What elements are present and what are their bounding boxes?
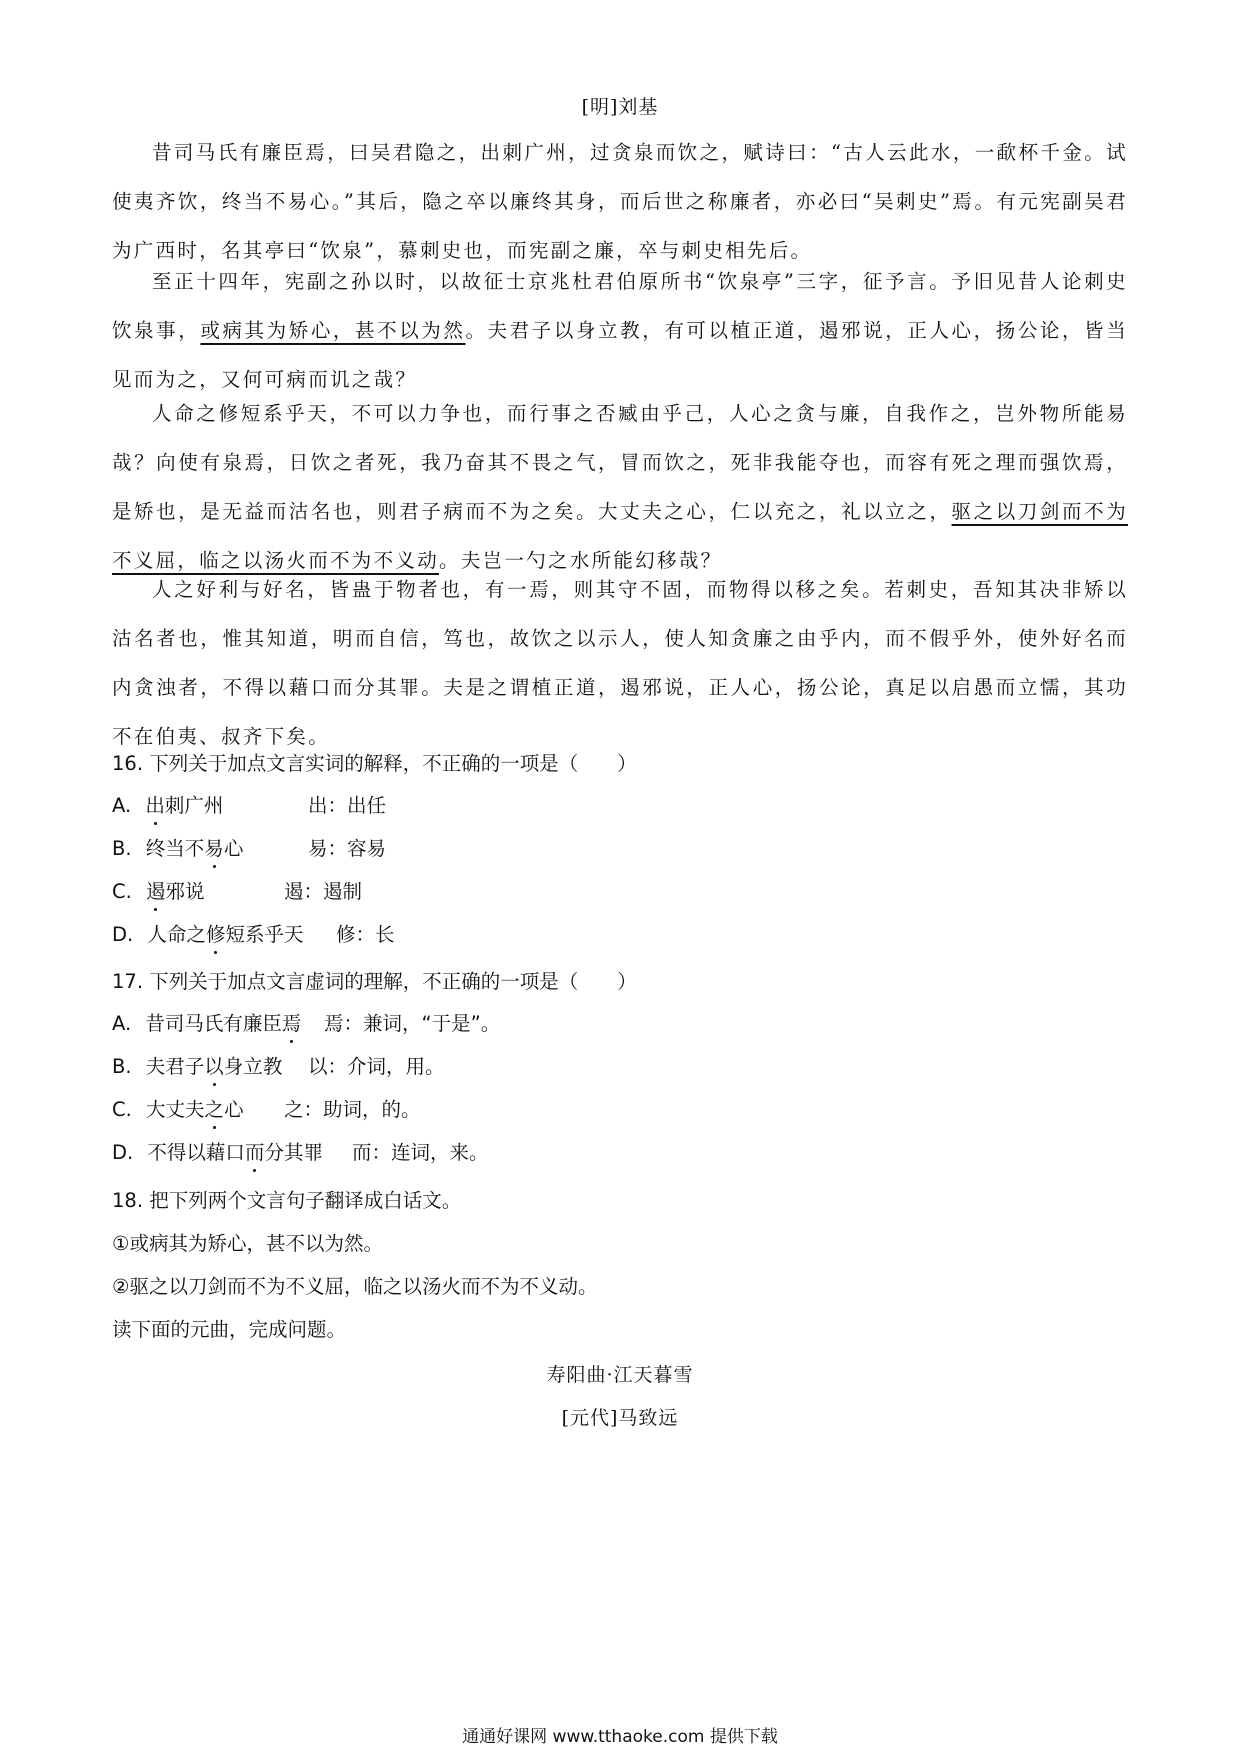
option-phrase: [146, 876, 205, 904]
passage-paragraph-4: 人之好利与好名，皆蛊于物者也，有一焉，则其守不固，而物得以移之矣。若刺史，吾知其决非矫以沽名者也，惟其知道，明而自信，笃也，故饮之以示人，使人知贪廉之由乎内，而不假乎外，使外好名而内贪浊者，不得以藉口而分其罪。夫是之谓植正道，遏邪说，正人心，扬公论，真足以启愚而立懦，其功不在伯夷、叔齐下矣。: [112, 578, 1128, 748]
q17-option-c: [112, 1094, 1112, 1122]
question-16-stem: 16. 下列关于加点文言实词的解释，不正确的一项是（ ）: [112, 752, 637, 775]
dotted-word: 修: [206, 919, 226, 947]
dotted-word: 焉: [282, 1008, 302, 1036]
option-explanation: 而：连词，来。: [352, 1141, 489, 1164]
dotted-word: 以: [204, 1051, 224, 1079]
underlined-sentence-2: 驱之以刀剑而不为不义屈，临之以汤火而不为不义动: [112, 500, 1128, 572]
q17-option-d: [112, 1137, 1112, 1165]
phrase-pre: 大丈夫: [146, 1098, 205, 1121]
dotted-word: 出: [145, 790, 165, 818]
option-phrase: [146, 833, 244, 861]
phrase-post: 心: [224, 1098, 244, 1121]
option-explanation: 出：出任: [308, 794, 387, 817]
passage-paragraph-3: [112, 389, 1128, 585]
dotted-word: 遏: [146, 876, 166, 904]
reading-instruction: 读下面的元曲，完成问题。: [112, 1318, 347, 1341]
option-phrase: [146, 1051, 283, 1079]
phrase-post: 邪说: [165, 880, 205, 903]
phrase-pre: 不得以藉口: [147, 1141, 245, 1164]
option-phrase: [147, 919, 303, 947]
phrase-post: 刺广州: [164, 794, 224, 817]
q16-option-d: [112, 919, 1112, 947]
q16-option-a: [112, 790, 1112, 818]
paragraph-3-text-a: 人命之修短系乎天，不可以力争也，而行事之否臧由乎己，人心之贪与廉，自我作之，岂外物所能易哉？向使有泉焉，日饮之者死，我乃奋其不畏之气，冒而饮之，死非我能夺也，而容有死之理而强饮焉，是矫也，是无益而沽名也，则君子病而不为之矣。大丈夫之心，仁以充之，礼以立之，: [112, 402, 1128, 523]
phrase-pre: 夫君子: [145, 1055, 205, 1078]
q17-option-b: [112, 1051, 1112, 1079]
question-17-stem: 17. 下列关于加点文言虚词的理解，不正确的一项是（ ）: [112, 970, 637, 993]
option-phrase: [146, 1094, 244, 1122]
option-explanation: 之：助词，的。: [284, 1098, 421, 1121]
passage-paragraph-2: [112, 257, 1128, 404]
phrase-pre: 人命之: [147, 923, 206, 946]
paragraph-2-text-b: 。夫君子以身立教，有可以植正道，遏邪说，正人心，扬公论，皆当见而为之，又何可病而讥之哉？: [112, 319, 1128, 391]
option-phrase: [145, 790, 223, 818]
q17-option-a: [112, 1008, 1112, 1036]
option-explanation: 易：容易: [308, 837, 387, 860]
phrase-pre: 昔司马氏有廉臣: [145, 1012, 282, 1035]
q18-sentence-1: ①或病其为矫心，甚不以为然。: [112, 1232, 383, 1255]
q16-option-b: [112, 833, 1112, 861]
underlined-sentence-1: 或病其为矫心，甚不以为然: [200, 319, 466, 342]
dotted-word: 而: [245, 1137, 265, 1165]
phrase-post: 身立教: [223, 1055, 283, 1078]
question-18-stem: 18. 把下列两个文言句子翻译成白话文。: [112, 1189, 462, 1212]
phrase-post: 心: [223, 837, 244, 860]
option-letter: B.: [112, 1055, 132, 1078]
phrase-post: 短系乎天: [225, 923, 304, 946]
option-phrase: [145, 1008, 301, 1036]
paragraph-2-text-a: 至正十四年，宪副之孙以时，以故征士京兆杜君伯原所书“饮泉亭”三字，征予言。予旧见昔人论刺史饮泉事，: [112, 270, 1128, 342]
option-phrase: [147, 1137, 323, 1165]
phrase-post: 分其罪: [264, 1141, 323, 1164]
poem-author: [元代]马致远: [561, 1407, 679, 1429]
option-explanation: 遏：遏制: [284, 880, 363, 903]
option-letter: B.: [112, 837, 132, 860]
page-footer: 通通好课网 www.tthaoke.com 提供下载: [462, 1727, 778, 1747]
option-explanation: 焉：兼词，“于是”。: [324, 1012, 501, 1035]
phrase-pre: 终当不: [145, 837, 205, 860]
passage-paragraph-1: 昔司马氏有廉臣焉，曰吴君隐之，出刺广州，过贪泉而饮之，赋诗曰：“古人云此水，一歃杯千金。试使夷齐饮，终当不易心。”其后，隐之卒以廉终其身，而后世之称廉者，亦必曰“吴刺史”焉。有元宪副吴君为广西时，名其亭曰“饮泉”，慕刺史也，而宪副之廉，卒与刺史相先后。: [112, 141, 1128, 262]
option-letter: A.: [112, 1012, 132, 1035]
passage-author: [明]刘基: [581, 96, 659, 118]
dotted-word: 易: [204, 833, 224, 861]
option-letter: C.: [112, 1098, 132, 1121]
q18-sentence-2: ②驱之以刀剑而不为不义屈，临之以汤火而不为不义动。: [112, 1275, 598, 1298]
option-letter: A.: [112, 794, 132, 817]
option-letter: D.: [112, 923, 134, 946]
q16-option-c: [112, 876, 1112, 904]
option-explanation: 以：介词，用。: [308, 1055, 445, 1078]
option-letter: C.: [112, 880, 132, 903]
option-letter: D.: [112, 1141, 134, 1164]
dotted-word: 之: [205, 1094, 225, 1122]
option-explanation: 修：长: [336, 923, 395, 946]
paragraph-3-text-b: 。夫岂一勺之水所能幻移哉？: [439, 549, 723, 572]
poem-title: 寿阳曲·江天暮雪: [546, 1364, 694, 1386]
